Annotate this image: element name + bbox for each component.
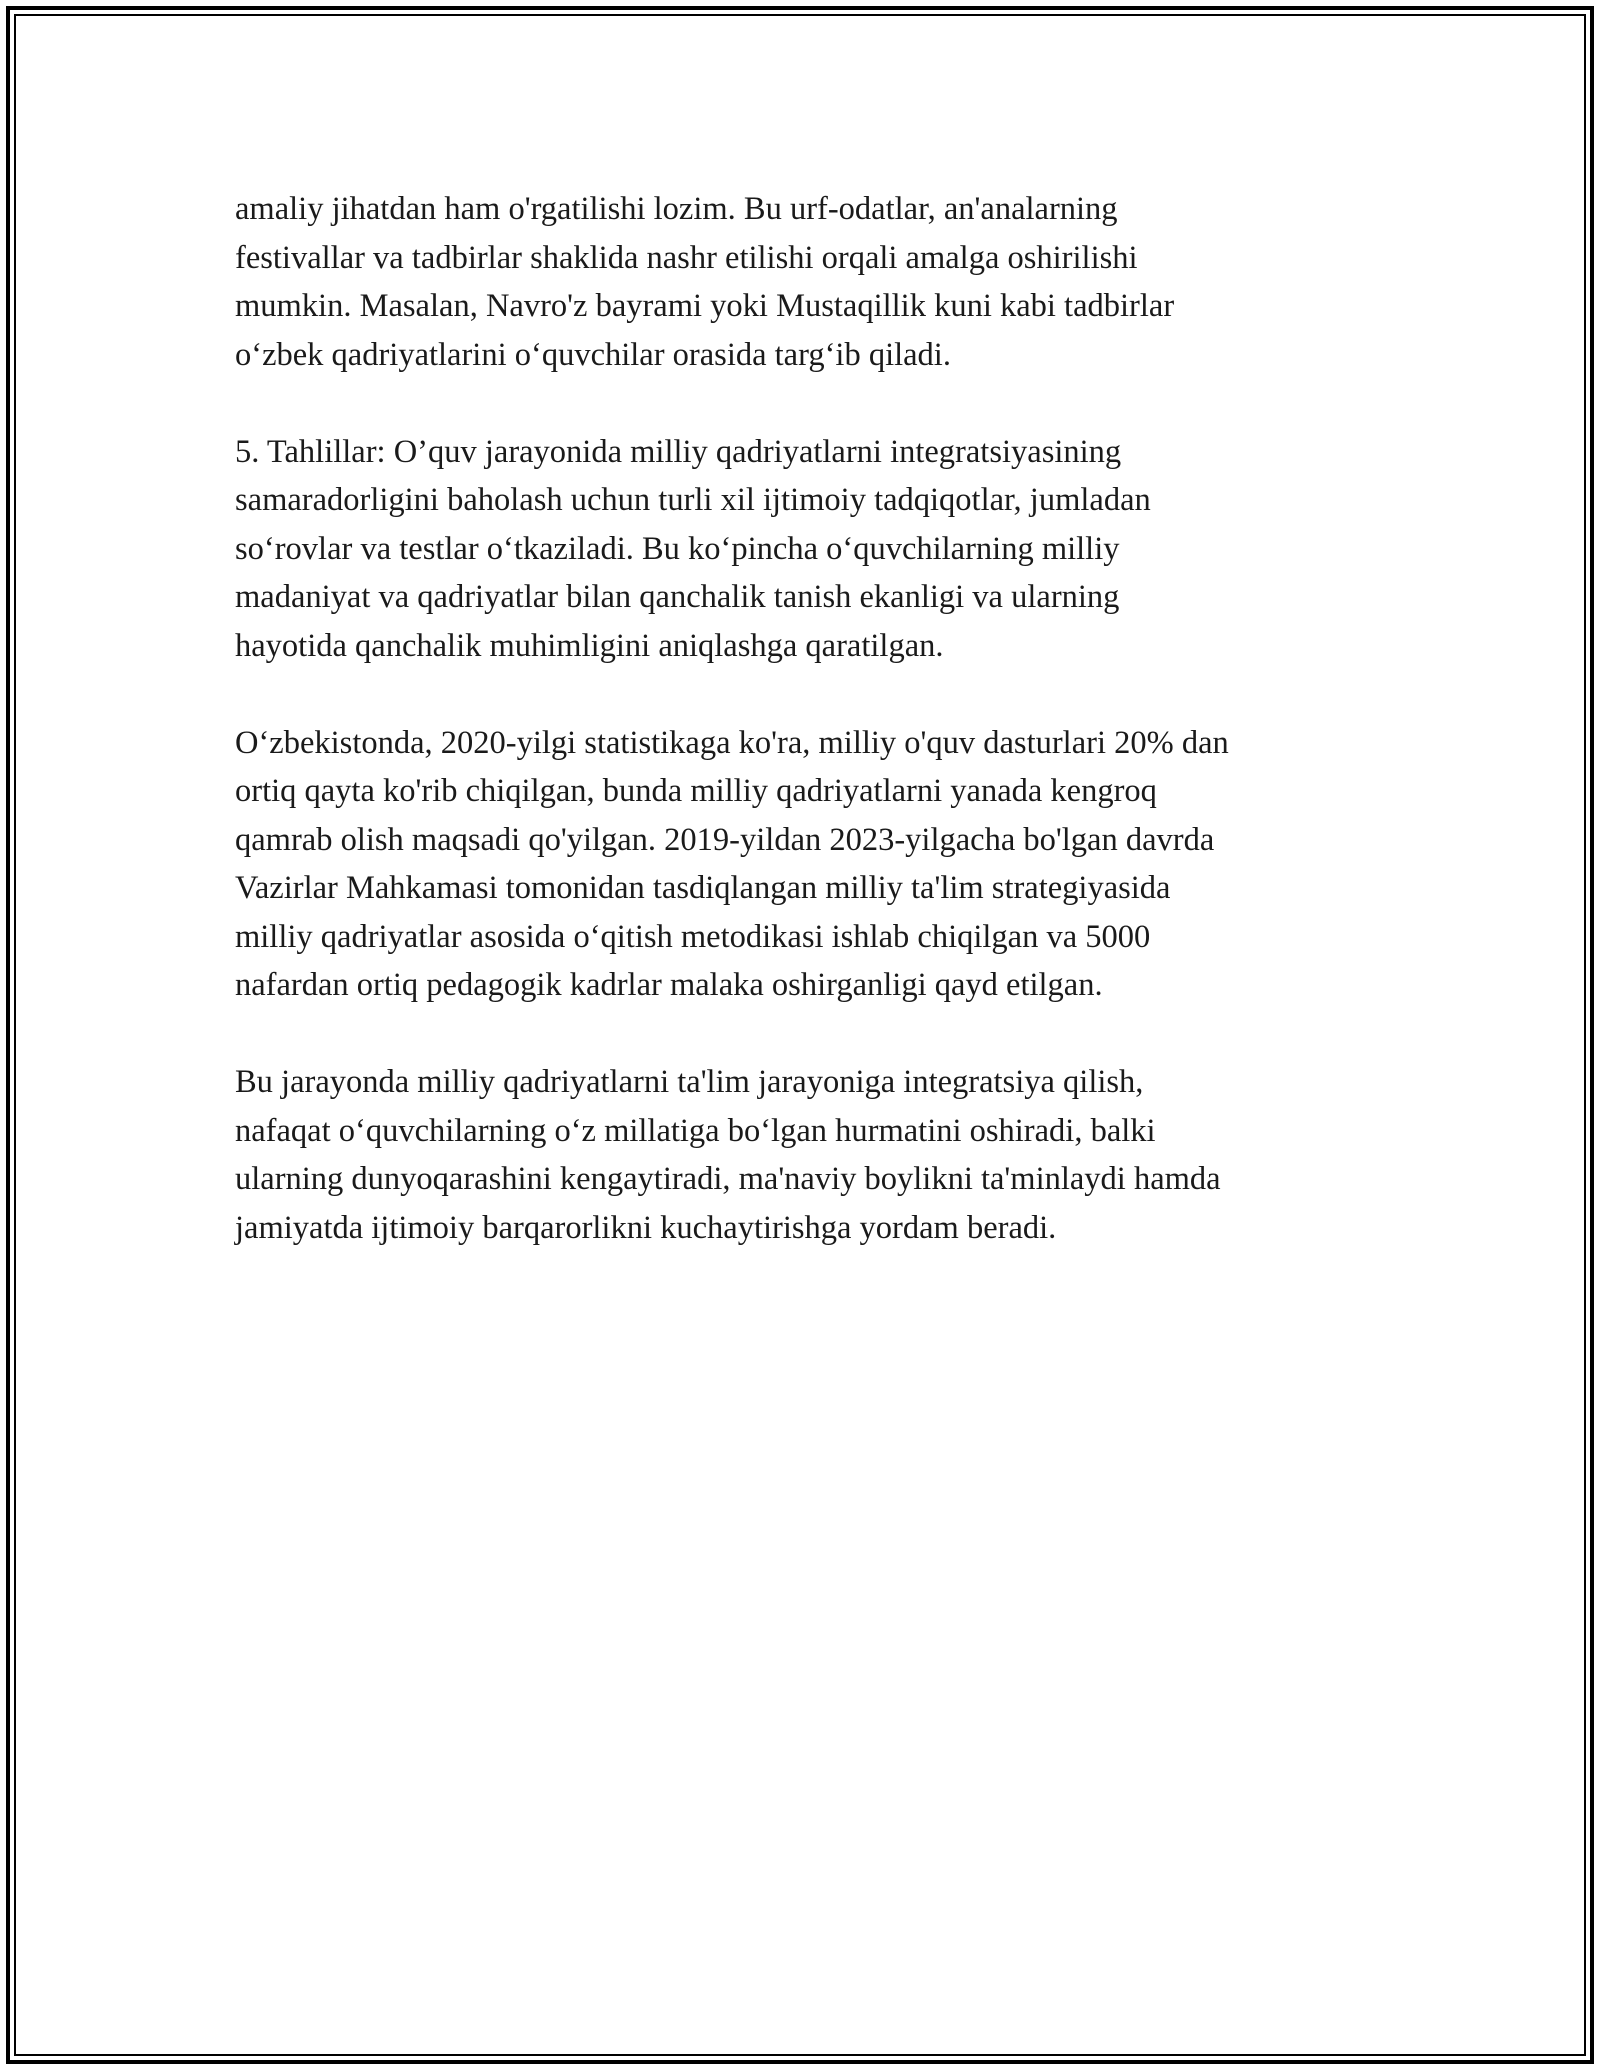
text-line: O‘zbekistonda, 2020-yilgi statistikaga ko'ra, milliy o'quv dasturlari 20% dan [235,724,1229,761]
text-line: amaliy jihatdan ham o'rgatilishi lozim. Bu urf-odatlar, an'analarning [235,191,1118,227]
text-line: samaradorligini baholash uchun turli xil ijtimoiy tadqiqotlar, jumladan [235,482,1151,518]
document-body [235,185,1375,1301]
text-line: festivallar va tadbirlar shaklida nashr etilishi orqali amalga oshirilishi [235,239,1138,276]
text-line: 5. Tahlillar: O’quv jarayonida milliy qadriyatlarni integratsiyasining [235,433,1122,470]
text-line: mumkin. Masalan, Navro'z bayrami yoki Mustaqillik kuni kabi tadbirlar [235,288,1175,324]
text-line: jamiyatda ijtimoiy barqarorlikni kuchaytirishga yordam beradi. [235,1209,1057,1246]
text-line: ularning dunyoqarashini kengaytiradi, ma'naviy boylikni ta'minlaydi hamda [235,1161,1221,1197]
text-line: qamrab olish maqsadi qo'yilgan. 2019-yildan 2023-yilgacha bo'lgan davrda [235,821,1215,858]
paragraph-4 [235,1058,1375,1252]
text-line: madaniyat va qadriyatlar bilan qanchalik tanish ekanligi va ularning [235,579,1120,615]
text-line: o‘zbek qadriyatlarini o‘quvchilar orasida targ‘ib qiladi. [235,336,951,373]
paragraph-3 [235,719,1375,1010]
text-line: nafaqat o‘quvchilarning o‘z millatiga bo‘lgan hurmatini oshiradi, balki [235,1112,1156,1149]
text-line: Vazirlar Mahkamasi tomonidan tasdiqlangan milliy ta'lim strategiyasida [235,870,1171,906]
paragraph-2 [235,428,1375,671]
text-line: hayotida qanchalik muhimligini aniqlashga qaratilgan. [235,627,944,664]
text-line: Bu jarayonda milliy qadriyatlarni ta'lim jarayoniga integratsiya qilish, [235,1064,1144,1100]
text-line: nafardan ortiq pedagogik kadrlar malaka oshirganligi qayd etilgan. [235,967,1103,1003]
paragraph-1 [235,185,1375,379]
text-line: ortiq qayta ko'rib chiqilgan, bunda milliy qadriyatlarni yanada kengroq [235,773,1157,809]
text-line: so‘rovlar va testlar o‘tkaziladi. Bu ko‘pincha o‘quvchilarning milliy [235,530,1120,567]
text-line: milliy qadriyatlar asosida o‘qitish metodikasi ishlab chiqilgan va 5000 [235,918,1151,955]
